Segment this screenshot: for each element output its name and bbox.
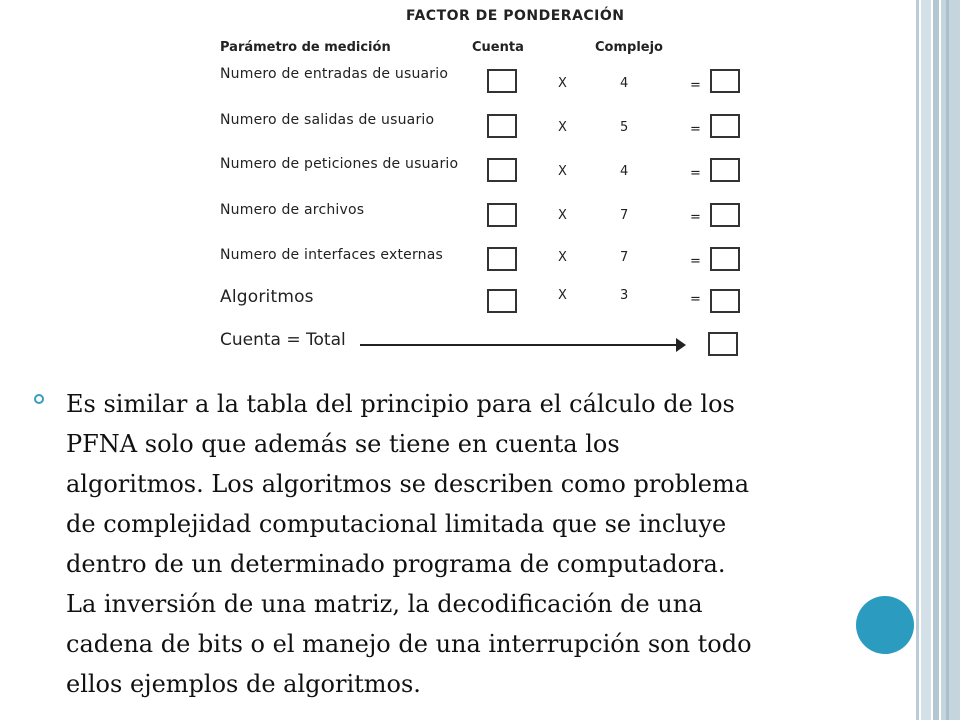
weight-value: 3 (620, 288, 629, 303)
decor-bar-4 (941, 0, 960, 720)
result-box (710, 158, 740, 182)
bullet-circle-icon (34, 394, 44, 404)
text-line: dentro de un determinado programa de computadora. (66, 550, 726, 578)
row-label: Numero de salidas de usuario (220, 112, 435, 128)
weight-value: 7 (620, 208, 629, 223)
times-sign: X (558, 76, 567, 91)
total-box (708, 332, 738, 356)
decor-circle (856, 596, 914, 654)
arrow-line (360, 344, 678, 346)
decor-bar-1 (916, 0, 919, 720)
times-sign: X (558, 208, 567, 223)
count-box (487, 203, 517, 227)
equals-sign: = (690, 122, 701, 137)
figure-title: FACTOR DE PONDERACIÓN (406, 8, 625, 24)
count-box (487, 69, 517, 93)
decor-bar-3 (933, 0, 939, 720)
arrow-icon (676, 338, 686, 352)
row-label: Numero de entradas de usuario (220, 66, 449, 82)
times-sign: X (558, 164, 567, 179)
bullet-paragraph (66, 384, 896, 704)
count-box (487, 114, 517, 138)
row-label: Numero de peticiones de usuario (220, 156, 459, 172)
text-line: algoritmos. Los algoritmos se describen como problema (66, 470, 750, 498)
equals-sign: = (690, 166, 701, 181)
row-label: Algoritmos (220, 287, 314, 307)
weight-value: 7 (620, 250, 629, 265)
result-box (710, 114, 740, 138)
text-line: ellos ejemplos de algoritmos. (66, 670, 421, 698)
weight-value: 5 (620, 120, 629, 135)
total-label: Cuenta = Total (220, 330, 346, 350)
times-sign: X (558, 288, 567, 303)
header-count: Cuenta (472, 40, 524, 55)
weighting-factor-figure (210, 0, 770, 365)
equals-sign: = (690, 78, 701, 93)
header-parameter: Parámetro de medición (220, 40, 391, 55)
weight-value: 4 (620, 76, 629, 91)
result-box (710, 203, 740, 227)
weight-value: 4 (620, 164, 629, 179)
row-label: Numero de archivos (220, 202, 365, 218)
text-line: cadena de bits o el manejo de una interrupción son todo (66, 630, 752, 658)
equals-sign: = (690, 210, 701, 225)
equals-sign: = (690, 292, 701, 307)
text-line: Es similar a la tabla del principio para el cálculo de los (66, 390, 735, 418)
text-line: de complejidad computacional limitada que se incluye (66, 510, 727, 538)
count-box (487, 289, 517, 313)
text-line: La inversión de una matriz, la decodificación de una (66, 590, 703, 618)
decor-bar-5 (946, 0, 949, 720)
equals-sign: = (690, 254, 701, 269)
row-label: Numero de interfaces externas (220, 247, 444, 263)
text-line: PFNA solo que además se tiene en cuenta los (66, 430, 620, 458)
result-box (710, 69, 740, 93)
header-complex: Complejo (595, 40, 663, 55)
result-box (710, 289, 740, 313)
times-sign: X (558, 120, 567, 135)
times-sign: X (558, 250, 567, 265)
result-box (710, 247, 740, 271)
decor-bar-2 (921, 0, 931, 720)
count-box (487, 247, 517, 271)
count-box (487, 158, 517, 182)
